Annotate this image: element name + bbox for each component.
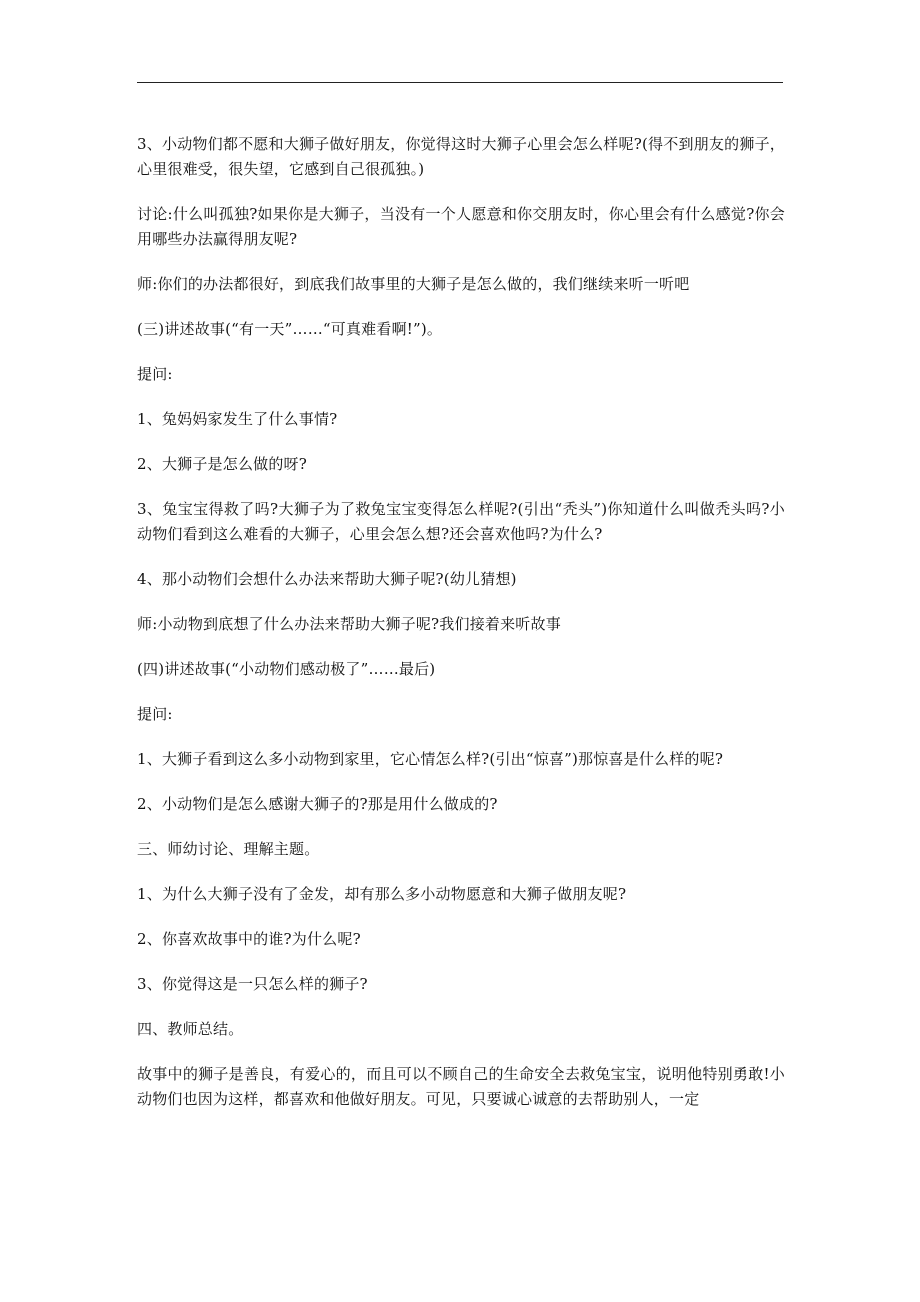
question-item: 3、兔宝宝得救了吗?大狮子为了救兔宝宝变得怎么样呢?(引出“秃头”)你知道什么叫做秃头吗?小动物们看到这么难看的大狮子，心里会怎么想?还会喜欢他吗?为什么? bbox=[137, 500, 785, 543]
paragraph: 讨论:什么叫孤独?如果你是大狮子，当没有一个人愿意和你交朋友时，你心里会有什么感觉?你会用哪些办法赢得朋友呢? bbox=[137, 205, 785, 248]
question-label: 提问: bbox=[137, 365, 173, 383]
header-rule bbox=[137, 82, 783, 83]
section-heading: 三、师幼讨论、理解主题。 bbox=[137, 840, 320, 858]
question-label: 提问: bbox=[137, 705, 173, 723]
section-heading: 四、教师总结。 bbox=[137, 1020, 244, 1038]
question-item: 1、大狮子看到这么多小动物到家里，它心情怎么样?(引出“惊喜”)那惊喜是什么样的呢? bbox=[137, 750, 724, 768]
question-item: 2、小动物们是怎么感谢大狮子的?那是用什么做成的? bbox=[137, 795, 498, 813]
question-item: 1、为什么大狮子没有了金发，却有那么多小动物愿意和大狮子做朋友呢? bbox=[137, 885, 627, 903]
paragraph: 3、小动物们都不愿和大狮子做好朋友，你觉得这时大狮子心里会怎么样呢?(得不到朋友的狮子，心里很难受，很失望，它感到自己很孤独。) bbox=[137, 135, 785, 178]
question-item: 2、你喜欢故事中的谁?为什么呢? bbox=[137, 930, 361, 948]
section-heading: (三)讲述故事(“有一天”……“可真难看啊!”)。 bbox=[137, 320, 443, 338]
question-item: 1、兔妈妈家发生了什么事情? bbox=[137, 410, 338, 428]
question-item: 2、大狮子是怎么做的呀? bbox=[137, 455, 307, 473]
section-heading: (四)讲述故事(“小动物们感动极了”……最后) bbox=[137, 660, 436, 678]
paragraph: 故事中的狮子是善良，有爱心的，而且可以不顾自己的生命安全去救兔宝宝，说明他特别勇敢!小动物们也因为这样，都喜欢和他做好朋友。可见，只要诚心诚意的去帮助别人，一定 bbox=[137, 1065, 785, 1108]
question-item: 4、那小动物们会想什么办法来帮助大狮子呢?(幼儿猜想) bbox=[137, 570, 517, 588]
question-item: 3、你觉得这是一只怎么样的狮子? bbox=[137, 975, 368, 993]
document-body bbox=[137, 132, 785, 1132]
paragraph: 师:小动物到底想了什么办法来帮助大狮子呢?我们接着来听故事 bbox=[137, 615, 561, 633]
paragraph: 师:你们的办法都很好，到底我们故事里的大狮子是怎么做的，我们继续来听一听吧 bbox=[137, 275, 690, 293]
